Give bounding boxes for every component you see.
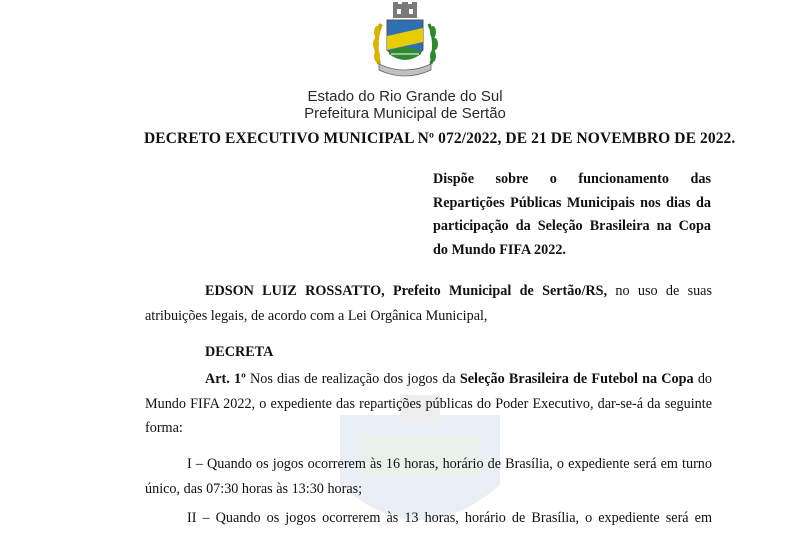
mayor-name: EDSON LUIZ ROSSATTO, Prefeito Municipal de Sertão/RS, bbox=[205, 283, 608, 299]
ementa-line: do Mundo FIFA 2022. bbox=[433, 241, 566, 258]
article-line: Mundo FIFA 2022, o expediente das repartições públicas do Poder Executivo, dar-se-á da seguinte bbox=[145, 395, 712, 412]
item-line: II – Quando os jogos ocorrerem às 13 horas, horário de Brasília, o expediente será em bbox=[187, 510, 712, 526]
decreta-heading: DECRETA bbox=[205, 344, 274, 360]
item-line: único, das 07:30 horas às 13:30 horas; bbox=[145, 480, 363, 497]
preamble-paragraph bbox=[145, 279, 712, 328]
coat-of-arms-logo bbox=[365, 2, 445, 78]
preamble-line: atribuições legais, de acordo com a Lei Orgânica Municipal, bbox=[145, 307, 488, 324]
article-1: Art. 1º Nos dias de realização dos jogos da Seleção Brasileira de Futebol na Copa do Mundo FIFA 2022, o expediente das repartições públicas do Poder Executivo, dar-se-á da seguinte forma: bbox=[145, 367, 712, 441]
article-line: forma: bbox=[145, 420, 183, 436]
ementa-line: Repartições Públicas Municipais nos dias da bbox=[433, 194, 711, 211]
state-name: Estado do Rio Grande do Sul bbox=[307, 88, 503, 105]
decree-ementa bbox=[433, 168, 711, 262]
ementa-line: participação da Seleção Brasileira na Copa bbox=[433, 218, 711, 234]
ementa-line: Dispõe sobre o funcionamento das bbox=[433, 171, 711, 187]
article-label: Art. 1º bbox=[205, 371, 246, 387]
item-2 bbox=[145, 506, 712, 531]
decree-title: DECRETO EXECUTIVO MUNICIPAL Nº 072/2022, DE 21 DE NOVEMBRO DE 2022. bbox=[144, 130, 736, 147]
item-1 bbox=[145, 452, 712, 501]
prefecture-name: Prefeitura Municipal de Sertão bbox=[304, 105, 506, 122]
preamble-text: no uso de suas bbox=[615, 283, 712, 299]
item-line: I – Quando os jogos ocorrerem às 16 horas, horário de Brasília, o expediente será em turno bbox=[187, 456, 712, 472]
